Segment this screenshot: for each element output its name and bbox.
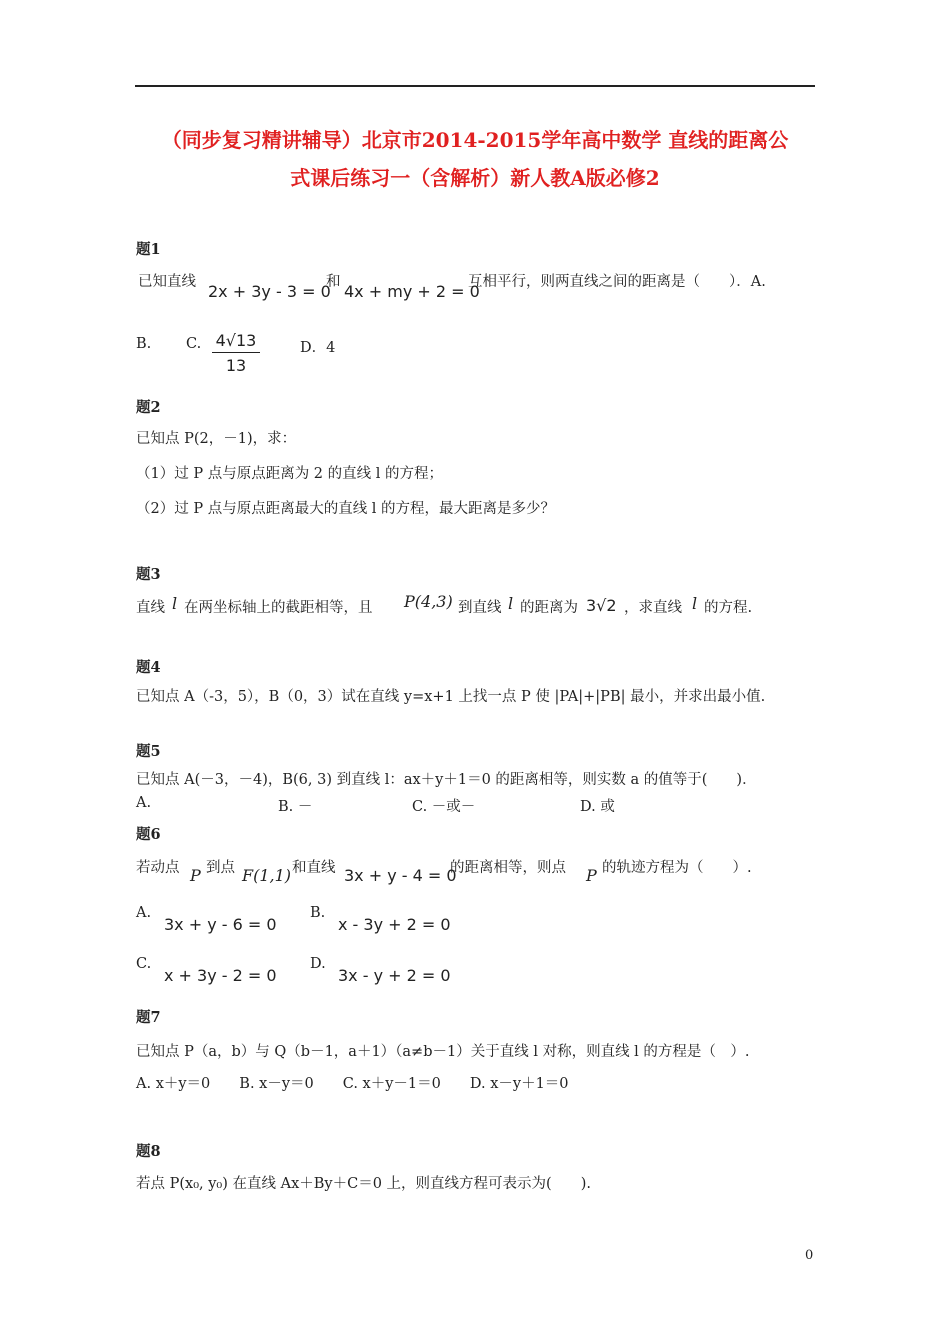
q6-point-p-1: P bbox=[190, 866, 201, 885]
q3-line-symbol-2: l bbox=[508, 594, 514, 613]
q4-label: 题4 bbox=[136, 659, 161, 676]
q8-stem: 若点 P(x₀, y₀) 在直线 Ax＋By＋C＝0 上，则直线方程可表示为( ). bbox=[136, 1176, 591, 1192]
q1-option-d: D．4 bbox=[300, 340, 336, 356]
q5-label: 题5 bbox=[136, 743, 161, 760]
q6-option-c-equation: x + 3y - 2 = 0 bbox=[164, 966, 277, 985]
q7-options: A. x＋y＝0 B. x－y＝0 C. x＋y－1＝0 D. x－y＋1＝0 bbox=[136, 1076, 569, 1092]
q6-point-f: F(1,1) bbox=[242, 866, 292, 885]
q6-option-d: D. bbox=[310, 956, 326, 972]
q3-text-3: 到直线 bbox=[458, 600, 502, 616]
q7-label: 题7 bbox=[136, 1009, 161, 1026]
q6-label: 题6 bbox=[136, 826, 161, 843]
q4-stem: 已知点 A（-3，5），B（0，3）试在直线 y=x+1 上找一点 P 使 |PA|+|PB| 最小，并求出最小值. bbox=[136, 689, 766, 705]
q1-equation-1: 2x + 3y - 3 = 0 bbox=[208, 282, 331, 301]
q3-point: P(4,3) bbox=[404, 592, 453, 611]
q1-label: 题1 bbox=[136, 241, 161, 258]
q6-text-5: 的轨迹方程为（ ）. bbox=[602, 860, 752, 876]
q1-fraction bbox=[212, 331, 260, 375]
q1-option-b: B. bbox=[136, 336, 152, 352]
q6-option-b: B. bbox=[310, 905, 326, 921]
document-title-line-1: （同步复习精讲辅导）北京市2014-2015学年高中数学 直线的距离公 bbox=[161, 128, 789, 152]
q2-label: 题2 bbox=[136, 399, 161, 416]
q1-option-c: C. bbox=[186, 336, 202, 352]
q1-text-3: 互相平行，则两直线之间的距离是（ ）．A. bbox=[468, 274, 766, 290]
page-number: 0 bbox=[805, 1248, 814, 1263]
q1-fraction-numerator: 4√13 bbox=[212, 331, 260, 353]
q3-distance: 3√2 bbox=[586, 596, 617, 615]
q6-text-2: 到点 bbox=[206, 860, 235, 876]
q3-line-symbol-1: l bbox=[172, 594, 178, 613]
q5-option-a: A. bbox=[136, 795, 152, 811]
q3-line-symbol-3: l bbox=[692, 594, 698, 613]
q6-text-3: 和直线 bbox=[292, 860, 336, 876]
q3-text-4: 的距离为 bbox=[520, 600, 578, 616]
q3-text-5: ，求直线 bbox=[624, 600, 682, 616]
header-rule bbox=[135, 85, 815, 87]
q3-text-2: 在两坐标轴上的截距相等，且 bbox=[184, 600, 373, 616]
q5-option-b: B. － bbox=[278, 799, 313, 815]
q6-option-a: A. bbox=[136, 905, 152, 921]
q5-option-d: D. 或 bbox=[580, 799, 615, 815]
q6-option-d-equation: 3x - y + 2 = 0 bbox=[338, 966, 451, 985]
q6-option-c: C. bbox=[136, 956, 152, 972]
q8-label: 题8 bbox=[136, 1143, 161, 1160]
q1-text-1: 已知直线 bbox=[138, 274, 196, 290]
q2-part-1: （1）过 P 点与原点距离为 2 的直线 l 的方程； bbox=[136, 466, 443, 482]
q5-option-c: C. －或－ bbox=[412, 799, 476, 815]
q6-text-1: 若动点 bbox=[136, 860, 180, 876]
q1-fraction-denominator: 13 bbox=[225, 356, 247, 375]
q6-point-p-2: P bbox=[586, 866, 597, 885]
q1-text-2: 和 bbox=[326, 274, 341, 290]
q1-equation-2: 4x + my + 2 = 0 bbox=[344, 282, 480, 301]
q6-text-4: 的距离相等，则点 bbox=[450, 860, 566, 876]
q3-label: 题3 bbox=[136, 566, 161, 583]
q2-stem: 已知点 P(2，－1)，求： bbox=[136, 431, 297, 447]
q5-stem: 已知点 A(－3，－4)，B(6, 3) 到直线 l：ax＋y＋1＝0 的距离相等，则实数 a 的值等于( )． bbox=[136, 772, 757, 788]
q6-option-b-equation: x - 3y + 2 = 0 bbox=[338, 915, 451, 934]
q3-text-1: 直线 bbox=[136, 600, 165, 616]
q3-text-6: 的方程. bbox=[704, 600, 753, 616]
q7-stem: 已知点 P（a，b）与 Q（b－1，a＋1）（a≠b－1）关于直线 l 对称，则直线 l 的方程是（ ）. bbox=[136, 1044, 750, 1060]
q6-option-a-equation: 3x + y - 6 = 0 bbox=[164, 915, 277, 934]
q6-line-equation: 3x + y - 4 = 0 bbox=[344, 866, 457, 885]
q2-part-2: （2）过 P 点与原点距离最大的直线 l 的方程，最大距离是多少？ bbox=[136, 501, 556, 517]
document-title-line-2: 式课后练习一（含解析）新人教A版必修2 bbox=[290, 166, 660, 190]
